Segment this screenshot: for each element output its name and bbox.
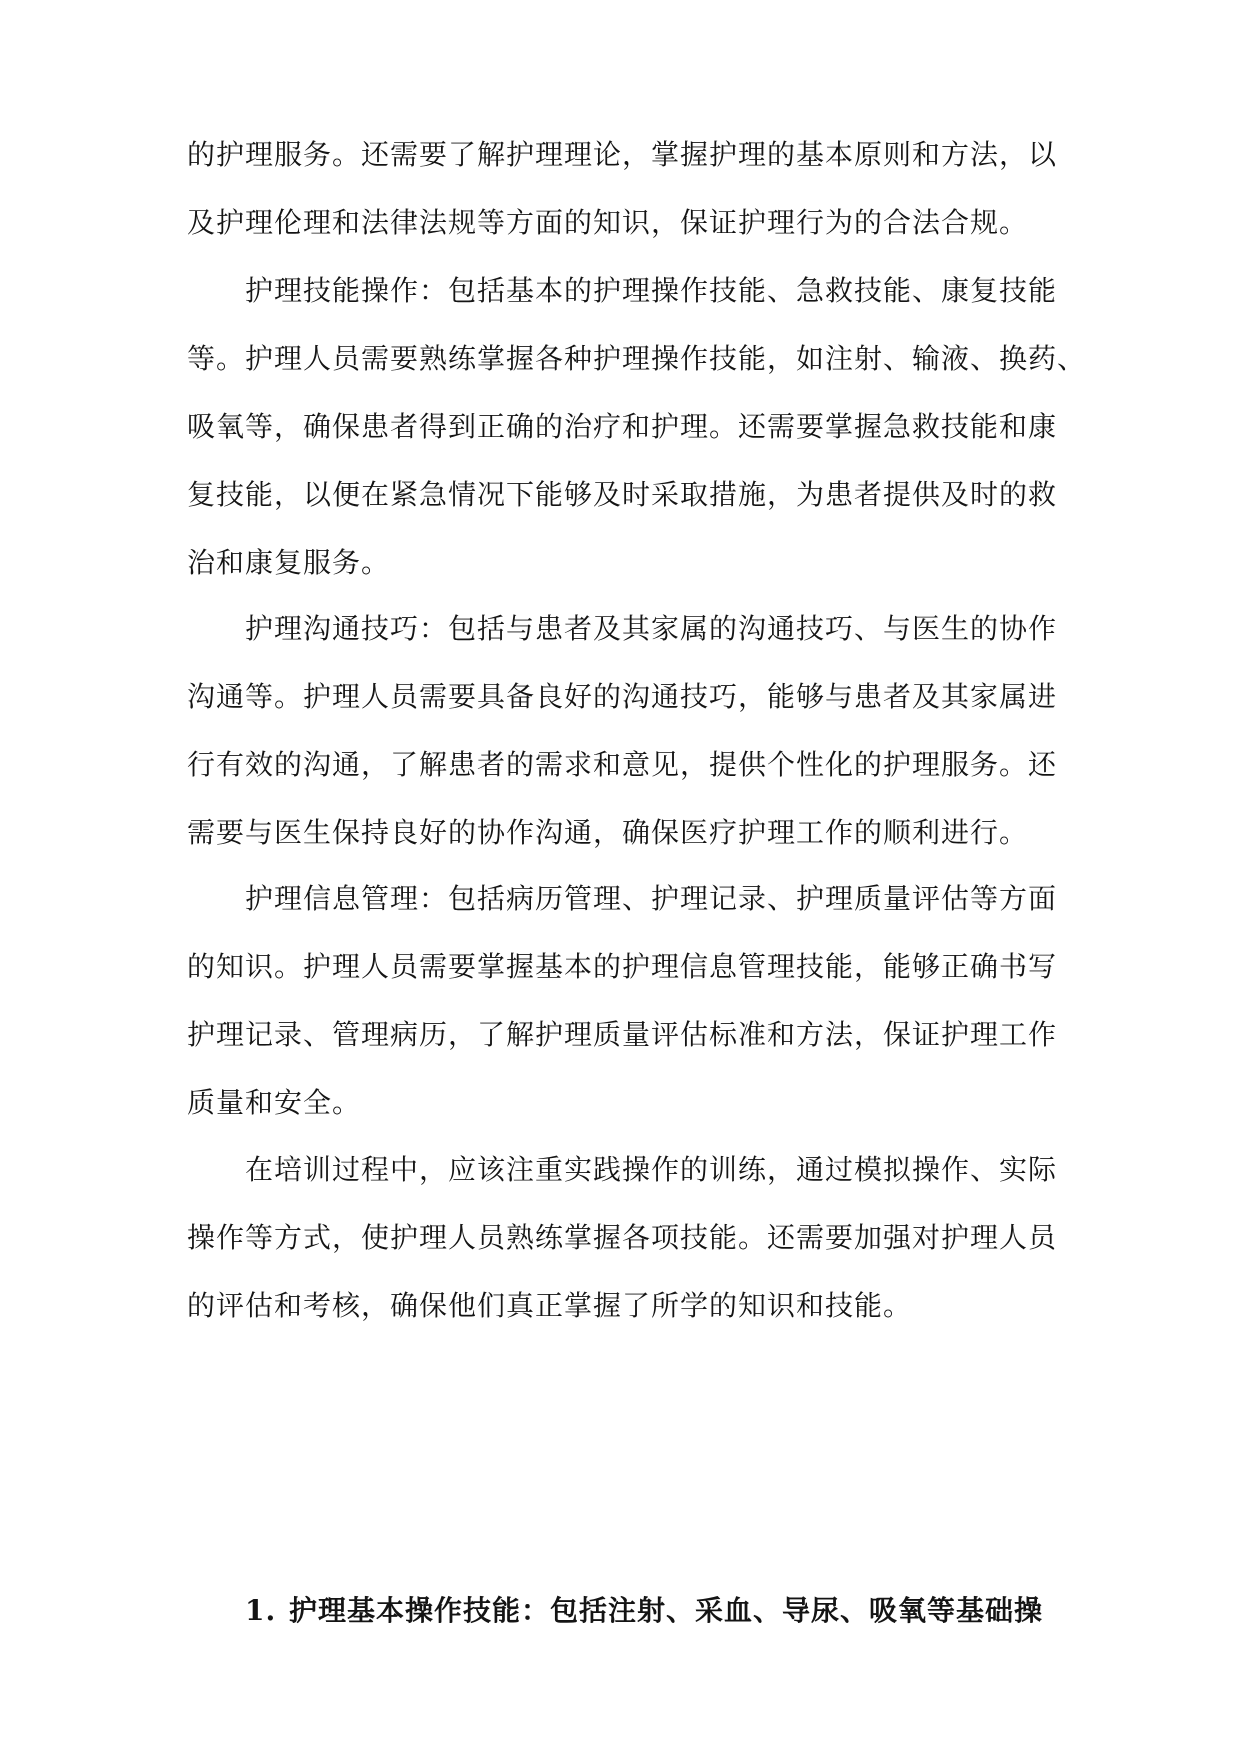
text-line: 的护理服务。还需要了解护理理论，掌握护理的基本原则和方法，以 — [187, 138, 1058, 171]
text-line: 行有效的沟通，了解患者的需求和意见，提供个性化的护理服务。还 — [187, 748, 1058, 781]
paragraph-communication-skills — [187, 595, 1058, 867]
text-line: 的知识。护理人员需要掌握基本的护理信息管理技能，能够正确书写 — [187, 950, 1058, 983]
paragraph-training-process — [187, 1136, 1058, 1340]
paragraph-nursing-skills — [187, 257, 1087, 597]
text-line: 等。护理人员需要熟练掌握各种护理操作技能，如注射、输液、换药、 — [187, 342, 1087, 375]
text-line: 护理记录、管理病历，了解护理质量评估标准和方法，保证护理工作 — [187, 1018, 1058, 1051]
text-line: 在培训过程中，应该注重实践操作的训练，通过模拟操作、实际 — [245, 1153, 1058, 1186]
text-line: 护理技能操作：包括基本的护理操作技能、急救技能、康复技能 — [245, 274, 1058, 307]
heading-number: 1. — [245, 1594, 277, 1627]
text-line: 护理信息管理：包括病历管理、护理记录、护理质量评估等方面 — [245, 882, 1058, 915]
text-line: 的评估和考核，确保他们真正掌握了所学的知识和技能。 — [187, 1289, 913, 1322]
text-line: 护理沟通技巧：包括与患者及其家属的沟通技巧、与医生的协作 — [245, 612, 1058, 645]
text-line: 复技能，以便在紧急情况下能够及时采取措施，为患者提供及时的救 — [187, 478, 1058, 511]
text-line: 操作等方式，使护理人员熟练掌握各项技能。还需要加强对护理人员 — [187, 1221, 1058, 1254]
paragraph-information-management — [187, 865, 1058, 1137]
text-line: 吸氧等，确保患者得到正确的治疗和护理。还需要掌握急救技能和康 — [187, 410, 1058, 443]
heading-text: 护理基本操作技能：包括注射、采血、导尿、吸氧等基础操 — [289, 1594, 1044, 1627]
paragraph-intro-continuation — [187, 121, 1058, 257]
text-line: 需要与医生保持良好的协作沟通，确保医疗护理工作的顺利进行。 — [187, 816, 1029, 849]
text-line: 沟通等。护理人员需要具备良好的沟通技巧，能够与患者及其家属进 — [187, 680, 1058, 713]
text-line: 治和康复服务。 — [187, 546, 391, 579]
text-line: 质量和安全。 — [187, 1086, 362, 1119]
numbered-heading — [245, 1577, 1055, 1645]
text-line: 及护理伦理和法律法规等方面的知识，保证护理行为的合法合规。 — [187, 206, 1029, 239]
